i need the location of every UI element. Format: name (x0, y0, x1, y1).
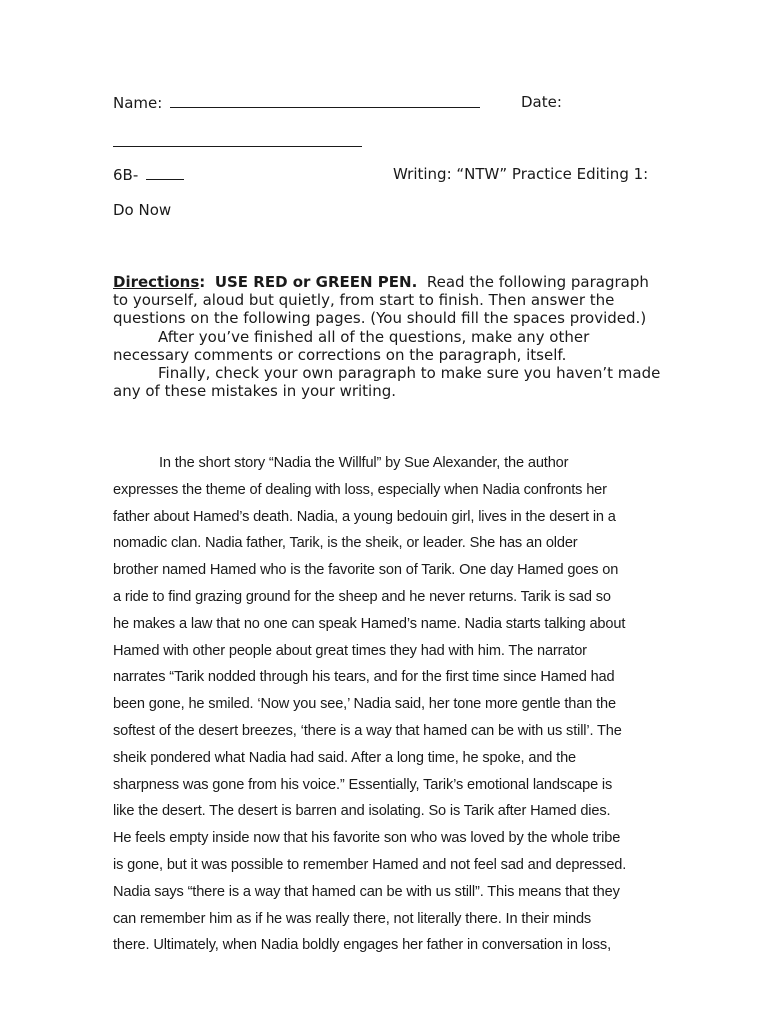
essay-line: softest of the desert breezes, ‘there is a way that hamed can be with us still’. The (113, 722, 622, 739)
directions-para-2: After you’ve finished all of the questions, make any other necessary comments or corrections on the paragraph, itself. (113, 327, 590, 364)
class-field-line[interactable] (146, 165, 184, 180)
essay-line: Nadia says “there is a way that hamed can be with us still”. This means that they (113, 883, 620, 900)
directions-text: Read the following paragraph to yourself, aloud but quietly, from start to finish. Then answer the questions on the following pages. (You should fill the spaces provided.) (113, 273, 649, 328)
directions-block (113, 273, 663, 400)
directions-para-1 (113, 273, 663, 328)
essay-line: In the short story “Nadia the Willful” by Sue Alexander, the author (159, 455, 569, 471)
essay-line: can remember him as if he was really there, not literally there. In their minds (113, 910, 592, 927)
essay-line: father about Hamed’s death. Nadia, a young bedouin girl, lives in the desert in a (113, 508, 616, 525)
name-label: Name: (113, 94, 163, 112)
essay-line: expresses the theme of dealing with loss, especially when Nadia confronts her (113, 481, 607, 498)
directions-colon: : (199, 273, 206, 291)
essay-paragraph (113, 450, 662, 959)
essay-line: He feels empty inside now that his favorite son who was loved by the whole tribe (113, 830, 621, 847)
class-row (113, 165, 184, 184)
essay-line: brother named Hamed who is the favorite son of Tarik. One day Hamed goes on (113, 562, 619, 579)
date-field-line[interactable] (113, 132, 362, 147)
essay-line: Hamed with other people about great times they had with him. The narrator (113, 642, 587, 659)
essay-line: there. Ultimately, when Nadia boldly engages her father in conversation in loss, (113, 937, 611, 954)
essay-line: nomadic clan. Nadia father, Tarik, is the sheik, or leader. She has an older (113, 535, 578, 552)
pen-instruction: USE RED or GREEN PEN. (214, 273, 418, 291)
essay-line: narrates “Tarik nodded through his tears, and for the first time since Hamed had (113, 669, 615, 686)
name-field-line[interactable] (170, 93, 480, 108)
do-now-label: Do Now (113, 201, 172, 219)
essay-line: like the desert. The desert is barren and isolating. So is Tarik after Hamed dies. (113, 803, 611, 820)
directions-para-3: Finally, check your own paragraph to make sure you haven’t made any of these mistakes in your writing. (113, 364, 661, 401)
worksheet-title: Writing: “NTW” Practice Editing 1: (393, 165, 649, 183)
essay-line: sharpness was gone from his voice.” Essentially, Tarik’s emotional landscape is (113, 776, 613, 793)
class-label: 6B- (113, 166, 139, 184)
essay-line: he makes a law that no one can speak Hamed’s name. Nadia starts talking about (113, 615, 626, 632)
essay-line: sheik pondered what Nadia had said. After a long time, he spoke, and the (113, 749, 576, 766)
essay-line: a ride to find grazing ground for the sheep and he never returns. Tarik is sad so (113, 588, 611, 605)
essay-line: been gone, he smiled. ‘Now you see,’ Nadia said, her tone more gentle than the (113, 696, 616, 713)
essay-line: is gone, but it was possible to remember Hamed and not feel sad and depressed. (113, 856, 627, 873)
date-label: Date: (521, 93, 562, 111)
directions-label: Directions (113, 273, 200, 291)
name-row (113, 93, 480, 112)
